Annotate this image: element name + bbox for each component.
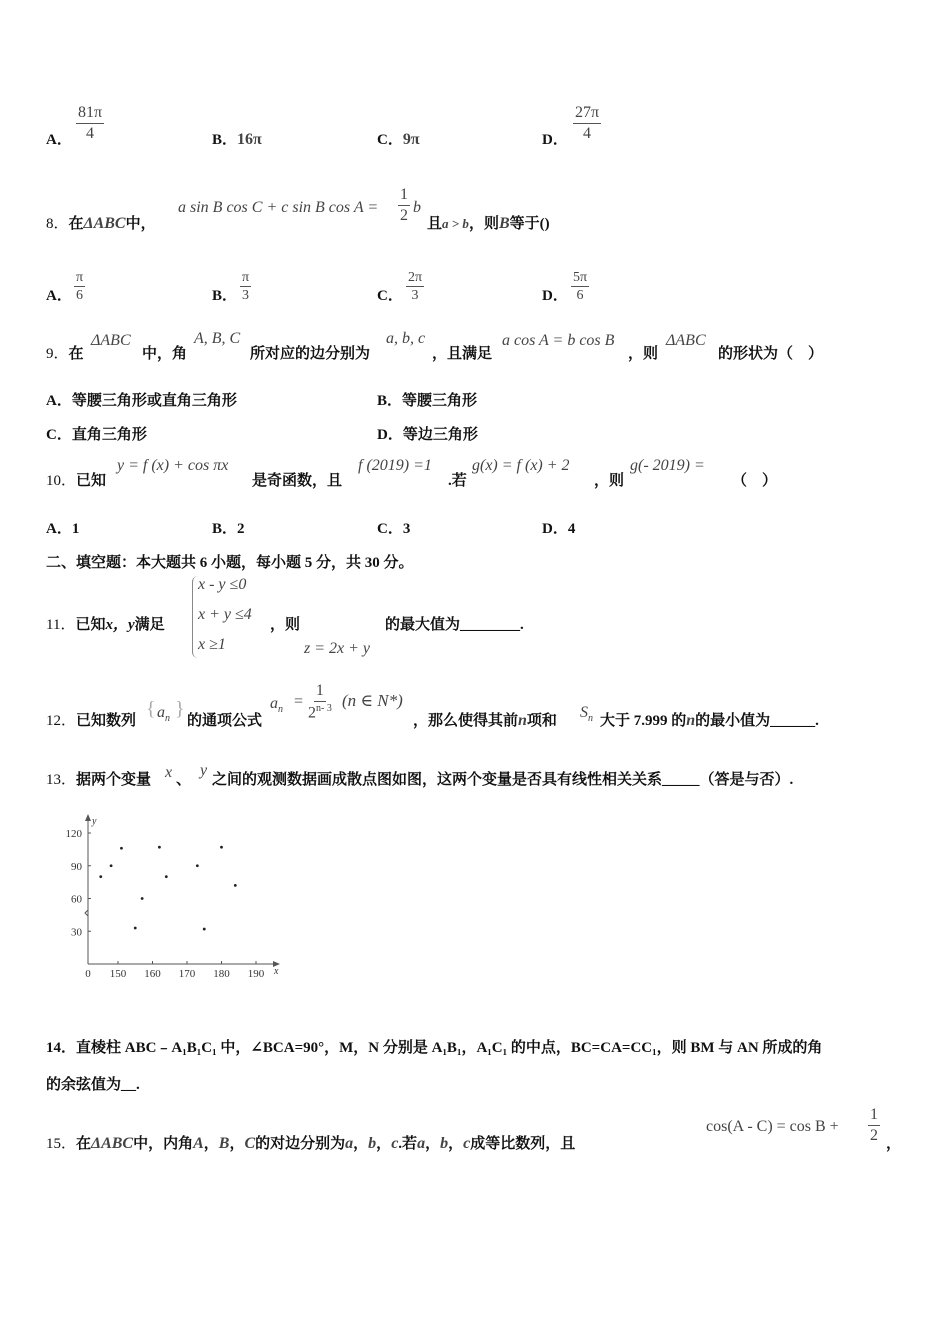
q7-option-c: C．9π	[377, 131, 420, 148]
q9-text-6: 的形状为（ ）	[718, 346, 824, 362]
q13-y: y	[200, 762, 208, 779]
q15-half-fraction: $\frac{1}{2}$	[870, 1106, 878, 1144]
q10-option-d: D．4	[542, 521, 576, 537]
q10-option-a: A．1	[46, 521, 80, 537]
q8-option-d: D．	[542, 288, 568, 304]
q11-constraint-2: x + y ≤4	[198, 606, 252, 623]
q12-text-3: ，那么使得其前n项和	[413, 712, 557, 729]
q8-option-c-fraction: $\frac{2\pi}{3}$	[408, 270, 423, 304]
q11-objective: z = 2x + y	[304, 640, 371, 657]
q9-equation: a cos A = b cos B	[502, 332, 615, 349]
q8-option-a: A．	[46, 288, 72, 304]
q9-text-4: ，且满足	[432, 346, 493, 362]
q10-text-3: .若	[448, 473, 467, 489]
q12-sequence: $a_n$	[157, 704, 170, 725]
q9-stem: 9．在	[46, 346, 84, 362]
q9-sides: a, b, c	[386, 330, 426, 347]
q9-option-a: A．等腰三角形或直角三角形	[46, 393, 237, 409]
q8-option-d-fraction: $\frac{5\pi}{6}$	[573, 270, 588, 304]
q10-function-2: f (2019) =1	[358, 457, 432, 474]
y-tick-label: 60	[71, 893, 82, 906]
q12-an: $a_n$	[270, 695, 283, 716]
x-tick-label: 0	[85, 968, 91, 980]
q7-option-a: A．	[46, 132, 72, 148]
q7-option-a-fraction: $\frac{81\pi}{4}$	[78, 104, 103, 142]
scatter-point	[203, 928, 206, 931]
q15-stem: 15．在ΔABC中，内角A，B，C的对边分别为a，b，c.若a，b，c成等比数列，且	[46, 1135, 576, 1152]
q10-function-3: g(x) = f (x) + 2	[472, 457, 570, 474]
q12-text-5: 大于 7.999 的n的最小值为______.	[600, 712, 819, 729]
q9-text-2: 中，角	[142, 346, 188, 362]
q9-triangle-2: ΔABC	[666, 332, 706, 349]
q9-angles: A, B, C	[194, 330, 241, 347]
q8-stem-rest: 且a > b，则B等于()	[427, 215, 550, 232]
q12-domain: (n ∈ N*)	[342, 691, 403, 710]
q11-constraint-1: x - y ≤0	[198, 576, 247, 593]
scatter-point	[110, 864, 113, 867]
x-tick-label: 170	[178, 968, 196, 980]
q9-text-5: ，则	[628, 346, 659, 362]
section-2-heading: 二、填空题：本大题共 6 小题，每小题 5 分，共 30 分。	[46, 555, 414, 571]
q8-option-a-fraction: $\frac{\pi}{6}$	[76, 270, 84, 304]
y-axis-label: y	[92, 816, 97, 827]
q12-seq-brace-right: }	[175, 698, 185, 720]
q9-option-c: C．直角三角形	[46, 427, 147, 443]
q10-text-5: （ ）	[732, 473, 778, 489]
q8-b-var: b	[413, 199, 421, 216]
scatter-point	[165, 875, 168, 878]
x-tick-label: 180	[213, 968, 230, 980]
q8-option-b: B．	[212, 288, 238, 304]
x-tick-label: 160	[144, 968, 161, 980]
q12-text-2: 的通项公式	[187, 713, 263, 729]
q13-x: x	[165, 764, 173, 781]
q12-Sn: $S_n$	[580, 704, 593, 725]
q8-half-fraction: $\frac{1}{2}$	[400, 186, 408, 224]
q8-option-b-fraction: $\frac{\pi}{3}$	[242, 270, 250, 304]
q13-text-3: 之间的观测数据画成散点图如图，这两个变量是否具有线性相关关系_____（答是与否）.	[212, 772, 794, 788]
q13-comma: 、	[176, 772, 192, 788]
q11-constraint-3: x ≥1	[198, 636, 226, 653]
scatter-plot	[52, 812, 292, 984]
scatter-point	[158, 846, 161, 849]
q9-text-3: 所对应的边分别为	[250, 346, 371, 362]
q12-fraction: $\frac{1}{2^{n- 3}}$	[308, 682, 332, 721]
scatter-point	[234, 884, 237, 887]
x-tick-label: 150	[109, 968, 127, 980]
q13-stem: 13．据两个变量	[46, 772, 152, 788]
q8-stem: 8．在ΔABC中，	[46, 215, 156, 232]
q7-option-d-fraction: $\frac{27\pi}{4}$	[575, 104, 600, 142]
q8-option-c: C．	[377, 288, 403, 304]
q12-seq-brace-left: {	[146, 698, 156, 720]
q10-text-2: 是奇函数，且	[252, 473, 343, 489]
scatter-point	[141, 897, 144, 900]
q9-triangle: ΔABC	[91, 332, 131, 349]
scatter-point	[120, 847, 123, 850]
q7-option-d: D．	[542, 132, 568, 148]
scatter-point	[99, 875, 102, 878]
y-tick-label: 30	[71, 926, 82, 939]
q11-stem: 11．已知x，y满足	[46, 617, 165, 633]
q9-option-b: B．等腰三角形	[377, 393, 478, 409]
q11-text-4: 的最大值为________.	[385, 617, 524, 633]
scatter-point	[134, 927, 137, 930]
q15-equation: cos(A - C) = cos B +	[706, 1118, 839, 1135]
q12-equals: =	[294, 693, 304, 710]
q15-text-6: ，	[886, 1136, 902, 1152]
q7-option-b: B．16π	[212, 131, 262, 148]
q14-line-1: 14．直棱柱 ABC﹣A₁B₁C₁ 中，∠BCA=90°，M，N 分别是 A₁B₁，A₁C₁ 的中点，BC=CA=CC₁，则 BM 与 AN 所成的角	[46, 1040, 823, 1056]
y-axis-arrow	[85, 814, 91, 821]
q10-function-4: g(- 2019) =	[630, 457, 705, 474]
q8-equation: a sin B cos C + c sin B cos A =	[178, 199, 379, 216]
q11-text-3: ，则	[270, 617, 301, 633]
scatter-point	[196, 864, 199, 867]
q9-option-d: D．等边三角形	[377, 427, 478, 443]
y-tick-label: 90	[71, 860, 82, 873]
q10-option-c: C．3	[377, 521, 411, 537]
q10-stem: 10．已知	[46, 473, 107, 489]
scatter-point	[220, 846, 223, 849]
q12-stem: 12．已知数列	[46, 713, 137, 729]
x-axis-label: x	[274, 966, 279, 977]
q14-line-2: 的余弦值为__.	[46, 1077, 140, 1093]
q10-function-1: y = f (x) + cos πx	[117, 457, 229, 474]
q10-option-b: B．2	[212, 521, 245, 537]
q10-text-4: ，则	[594, 473, 625, 489]
y-tick-label: 120	[65, 828, 82, 840]
x-tick-label: 190	[247, 968, 265, 980]
